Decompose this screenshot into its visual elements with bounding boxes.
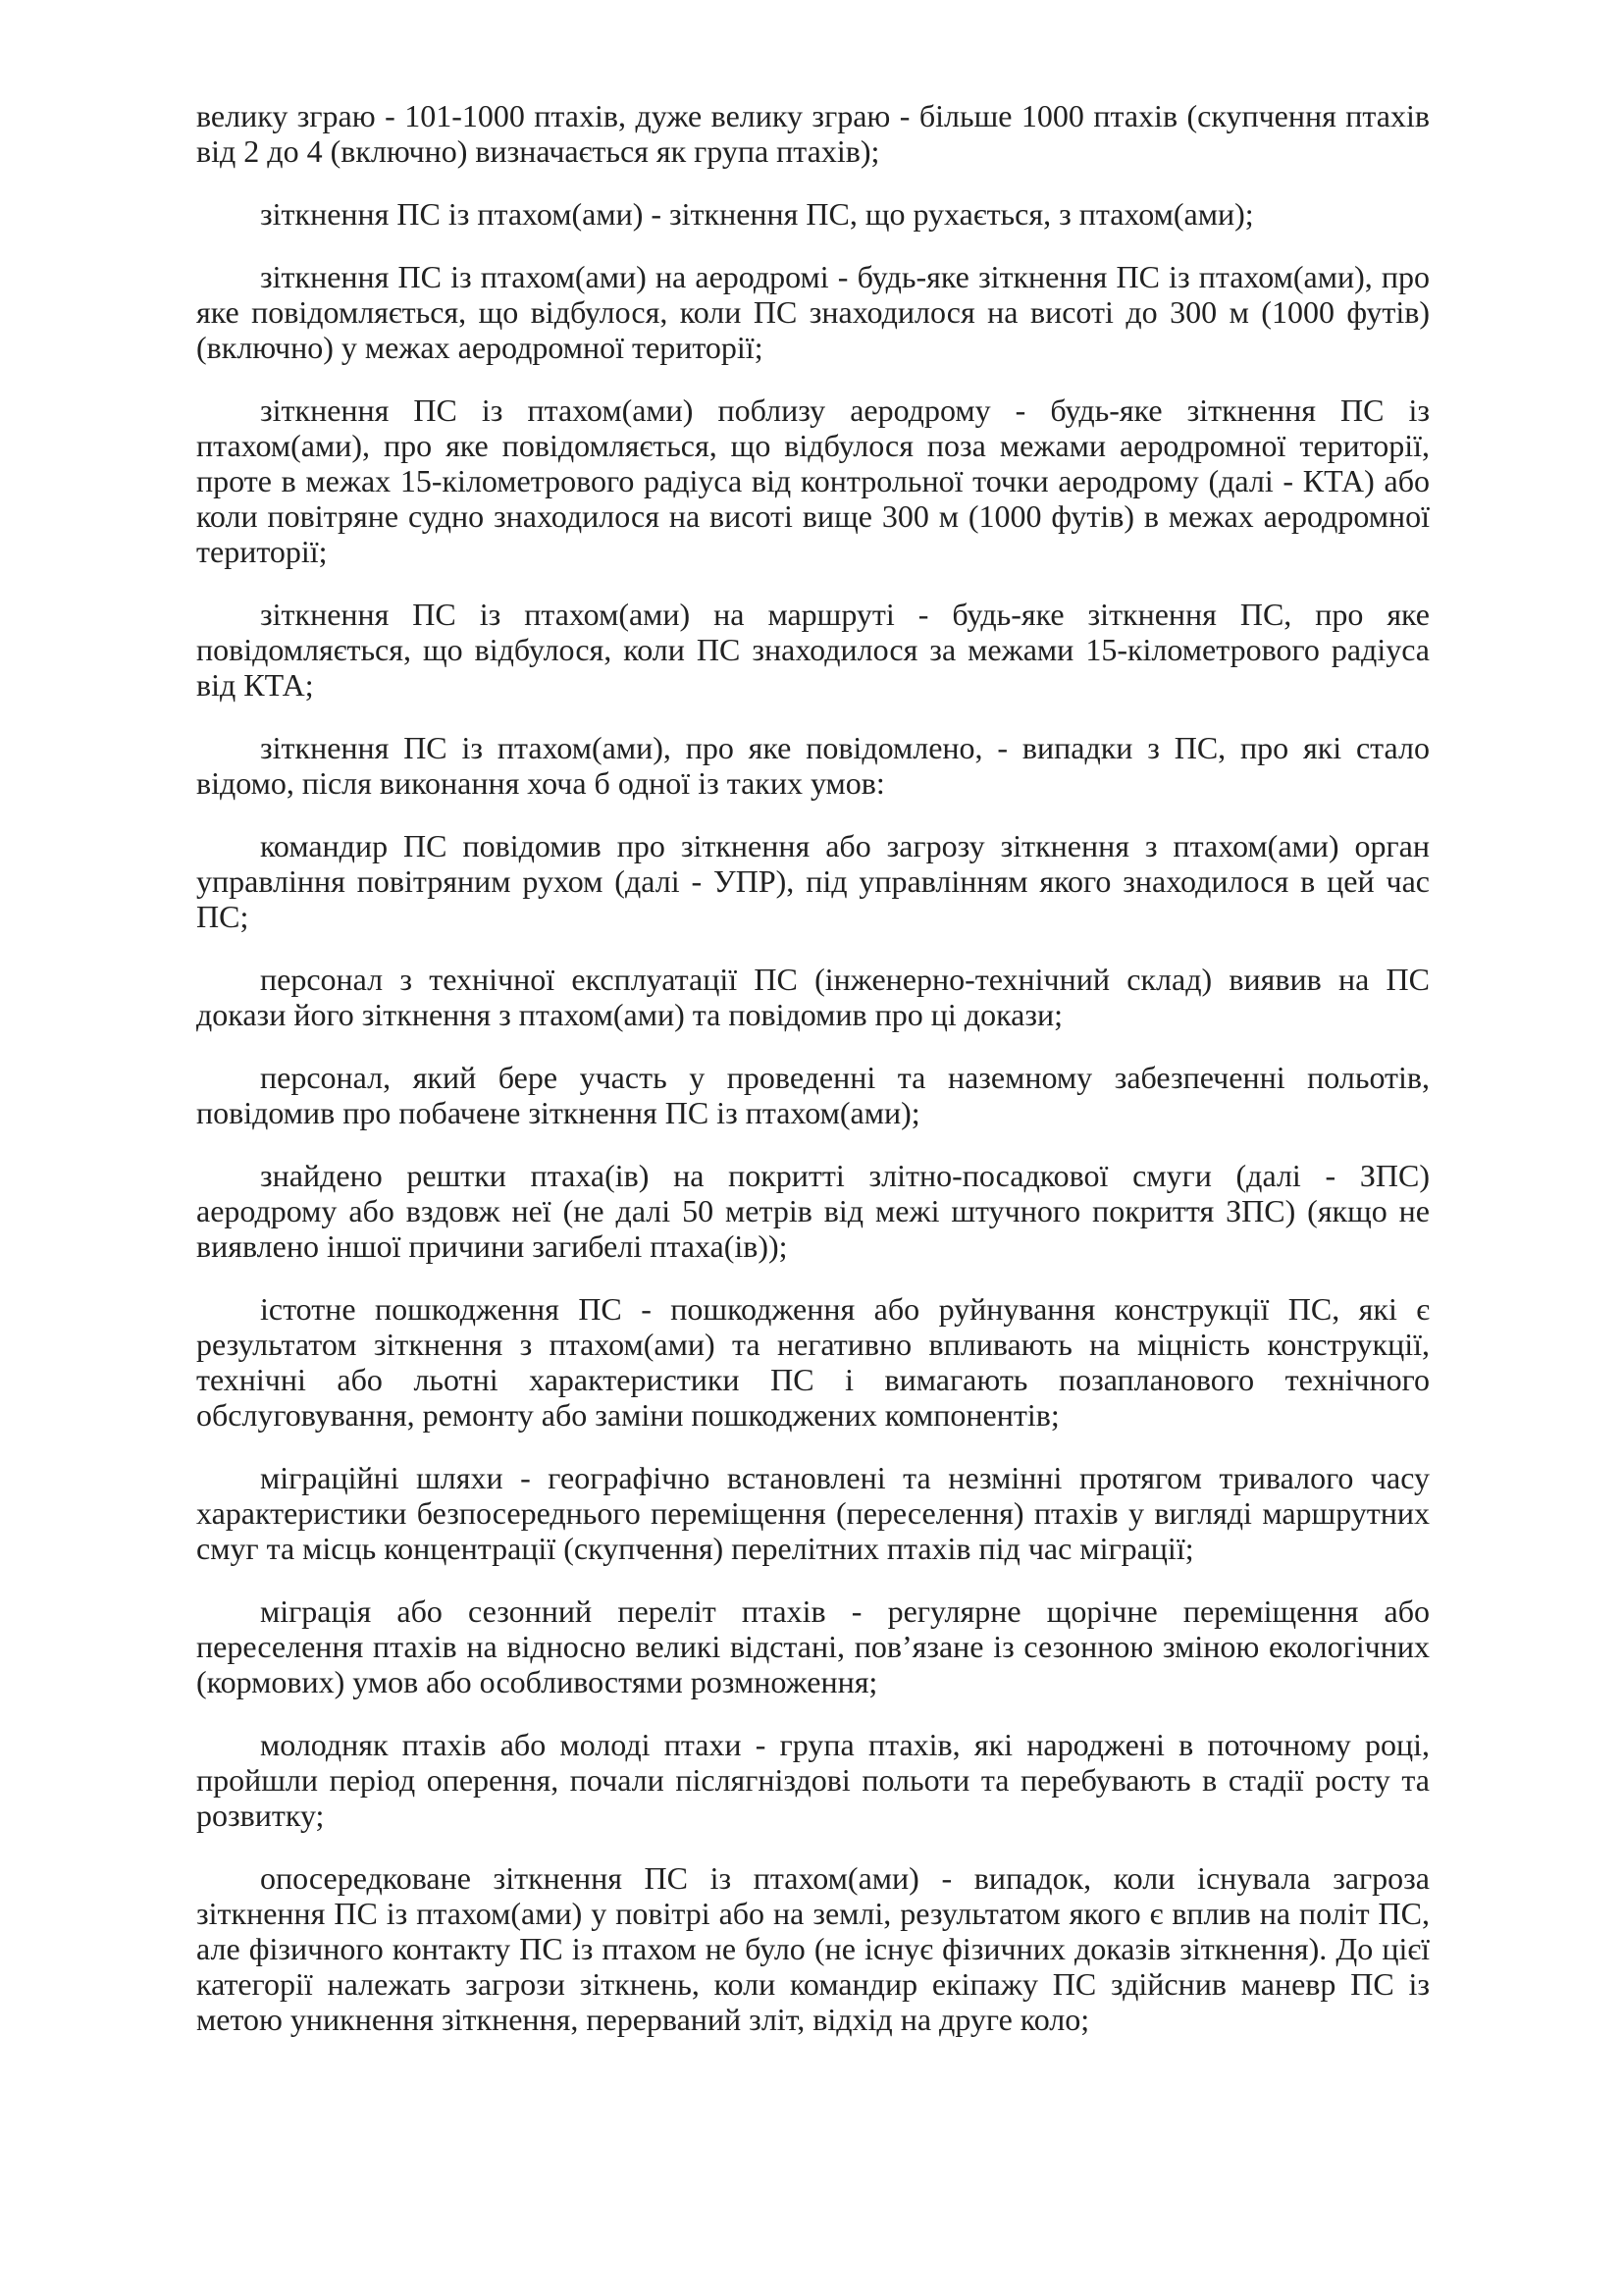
paragraph: командир ПС повідомив про зіткнення або загрозу зіткнення з птахом(ами) орган управління повітряним рухом (далі - УПР), під управлінням якого знаходилося в цей час ПС;: [196, 828, 1430, 934]
paragraph: зіткнення ПС із птахом(ами) на аеродромі - будь-яке зіткнення ПС із птахом(ами), про яке повідомляється, що відбулося, коли ПС знаходилося на висоті до 300 м (1000 футів) (включно) у межах аеродромної території;: [196, 259, 1430, 365]
paragraph: міграційні шляхи - географічно встановлені та незмінні протягом тривалого часу характеристики безпосереднього переміщення (переселення) птахів у вигляді маршрутних смуг та місць концентрації (скупчення) перелітних птахів під час міграції;: [196, 1460, 1430, 1566]
paragraph: зіткнення ПС із птахом(ами) на маршруті - будь-яке зіткнення ПС, про яке повідомляється, що відбулося, коли ПС знаходилося за межами 15-кілометрового радіуса від КТА;: [196, 597, 1430, 703]
paragraph: опосередковане зіткнення ПС із птахом(ами) - випадок, коли існувала загроза зіткнення ПС із птахом(ами) у повітрі або на землі, результатом якого є вплив на політ ПС, але фізичного контакту ПС із птахом не було (не існує фізичних доказів зіткнення). До цієї категорії належать загрози зіткнень, коли командир екіпажу ПС здійснив маневр ПС із метою уникнення зіткнення, перерваний зліт, відхід на друге коло;: [196, 1860, 1430, 2037]
paragraph: персонал з технічної експлуатації ПС (інженерно-технічний склад) виявив на ПС докази його зіткнення з птахом(ами) та повідомив про ці докази;: [196, 962, 1430, 1032]
paragraph: молодняк птахів або молоді птахи - група птахів, які народжені в поточному році, пройшли період оперення, почали післягніздові польоти та перебувають в стадії росту та розвитку;: [196, 1727, 1430, 1833]
paragraph: міграція або сезонний переліт птахів - регулярне щорічне переміщення або переселення птахів на відносно великі відстані, пов’язане із сезонною зміною екологічних (кормових) умов або особливостями розмноження;: [196, 1593, 1430, 1699]
paragraph: зіткнення ПС із птахом(ами) - зіткнення ПС, що рухається, з птахом(ами);: [260, 196, 1254, 232]
paragraph: зіткнення ПС із птахом(ами) поблизу аеродрому - будь-яке зіткнення ПС із птахом(ами), про яке повідомляється, що відбулося поза межами аеродромної території, проте в межах 15-кілометрового радіуса від контрольної точки аеродрому (далі - КТА) або коли повітряне судно знаходилося на висоті вище 300 м (1000 футів) в межах аеродромної території;: [196, 392, 1430, 569]
paragraph: істотне пошкодження ПС - пошкодження або руйнування конструкції ПС, які є результатом зіткнення з птахом(ами) та негативно впливають на міцність конструкції, технічні або льотні характеристики ПС і вимагають позапланового технічного обслуговування, ремонту або заміни пошкоджених компонентів;: [196, 1291, 1430, 1433]
paragraph: персонал, який бере участь у проведенні та наземному забезпеченні польотів, повідомив про побачене зіткнення ПС із птахом(ами);: [196, 1060, 1430, 1130]
paragraph: знайдено рештки птаха(ів) на покритті злітно-посадкової смуги (далі - ЗПС) аеродрому або вздовж неї (не далі 50 метрів від межі штучного покриття ЗПС) (якщо не виявлено іншої причини загибелі птаха(ів));: [196, 1158, 1430, 1264]
paragraph: велику зграю - 101-1000 птахів, дуже велику зграю - більше 1000 птахів (скупчення птахів від 2 до 4 (включно) визначається як група птахів);: [196, 98, 1430, 169]
text-block: [196, 98, 1430, 2064]
paragraph: зіткнення ПС із птахом(ами), про яке повідомлено, - випадки з ПС, про які стало відомо, після виконання хоча б одної із таких умов:: [196, 730, 1430, 801]
